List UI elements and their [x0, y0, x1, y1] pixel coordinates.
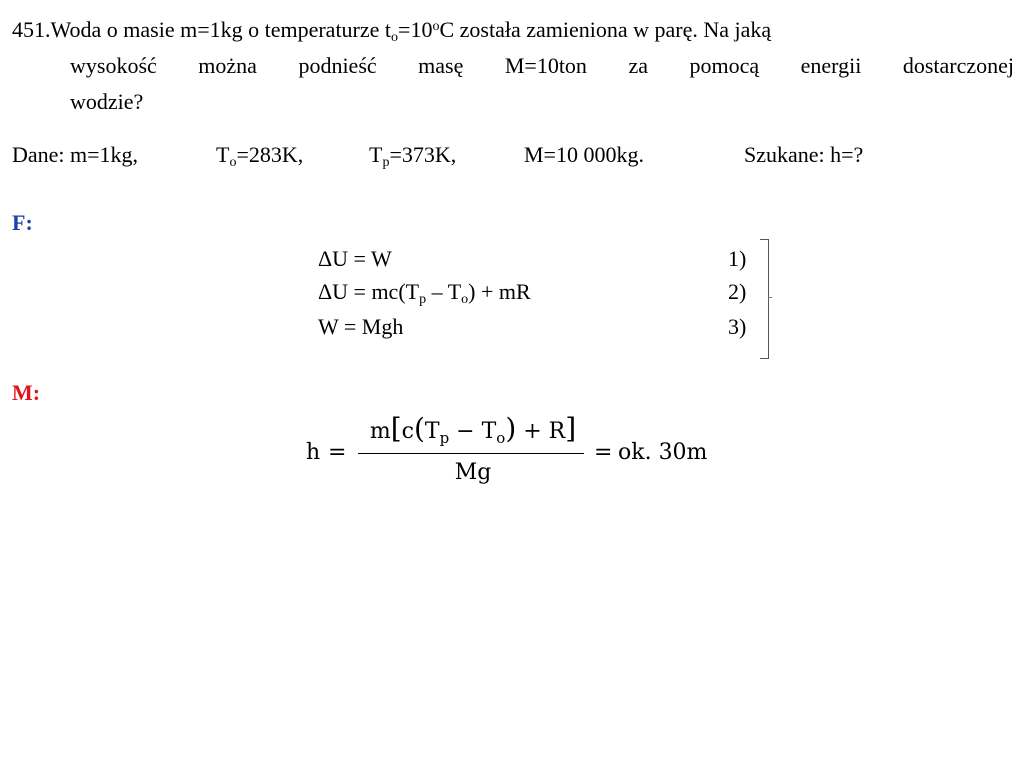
problem-line-2-word: podnieść — [298, 53, 377, 78]
given-szukane: Szukane: h=? — [744, 142, 864, 167]
result-formula — [306, 408, 736, 492]
math-label: M: — [12, 380, 41, 405]
problem-line-2-word: można — [198, 53, 257, 78]
equation-3: W = Mgh — [318, 314, 404, 339]
equation-1: ΔU = W — [318, 246, 392, 271]
brace-tick — [768, 297, 772, 298]
given-tp: $T_p=373K$, — [369, 142, 457, 170]
formula-lhs: h — [306, 440, 321, 465]
equation-3-number: 3) — [728, 314, 747, 339]
equation-1-number: 1) — [728, 246, 747, 271]
given-mass: M=10 000kg. — [524, 142, 644, 167]
given-t0: $T_o=283K$, — [216, 142, 304, 170]
problem-line-2-word: pomocą — [689, 53, 760, 78]
formula-result: ok. 30m — [618, 440, 708, 465]
problem-line-2-word: energii — [800, 53, 862, 78]
formula-numerator: $m[c(T_p - T_o) + R]$ — [369, 412, 577, 447]
problem-line-2-word: za — [628, 53, 648, 78]
formula-denominator: Mg — [454, 460, 492, 485]
formula-equals: = — [328, 440, 347, 465]
problem-statement — [12, 12, 1014, 120]
problem-line-2 — [70, 48, 1014, 84]
problem-line-1 — [12, 12, 1014, 48]
formula-fraction — [358, 408, 588, 492]
problem-text-1: 451.Woda o masie m=1kg o temperaturze $t_o=10^oC$ została zamieniona w parę. Na jaką — [12, 17, 772, 45]
fraction-bar — [358, 453, 584, 454]
physics-label: F: — [12, 210, 33, 235]
equation-system-brace — [760, 239, 769, 359]
problem-line-2-word: masę — [418, 53, 464, 78]
problem-line-2-word: M=10ton — [504, 53, 587, 78]
problem-line-2-word: dostarczonej — [902, 53, 1014, 78]
problem-number: 451. — [12, 17, 51, 42]
problem-line-3: wodzie? — [70, 89, 144, 114]
given-dane: Dane: m=1kg, — [12, 142, 139, 167]
problem-line-2-word: wysokość — [70, 53, 157, 78]
equation-2: $\Delta U = mc(T_p - T_o)$ + mR — [318, 279, 531, 307]
equation-2-number: 2) — [728, 279, 747, 304]
formula-equals-2: = — [594, 440, 613, 465]
